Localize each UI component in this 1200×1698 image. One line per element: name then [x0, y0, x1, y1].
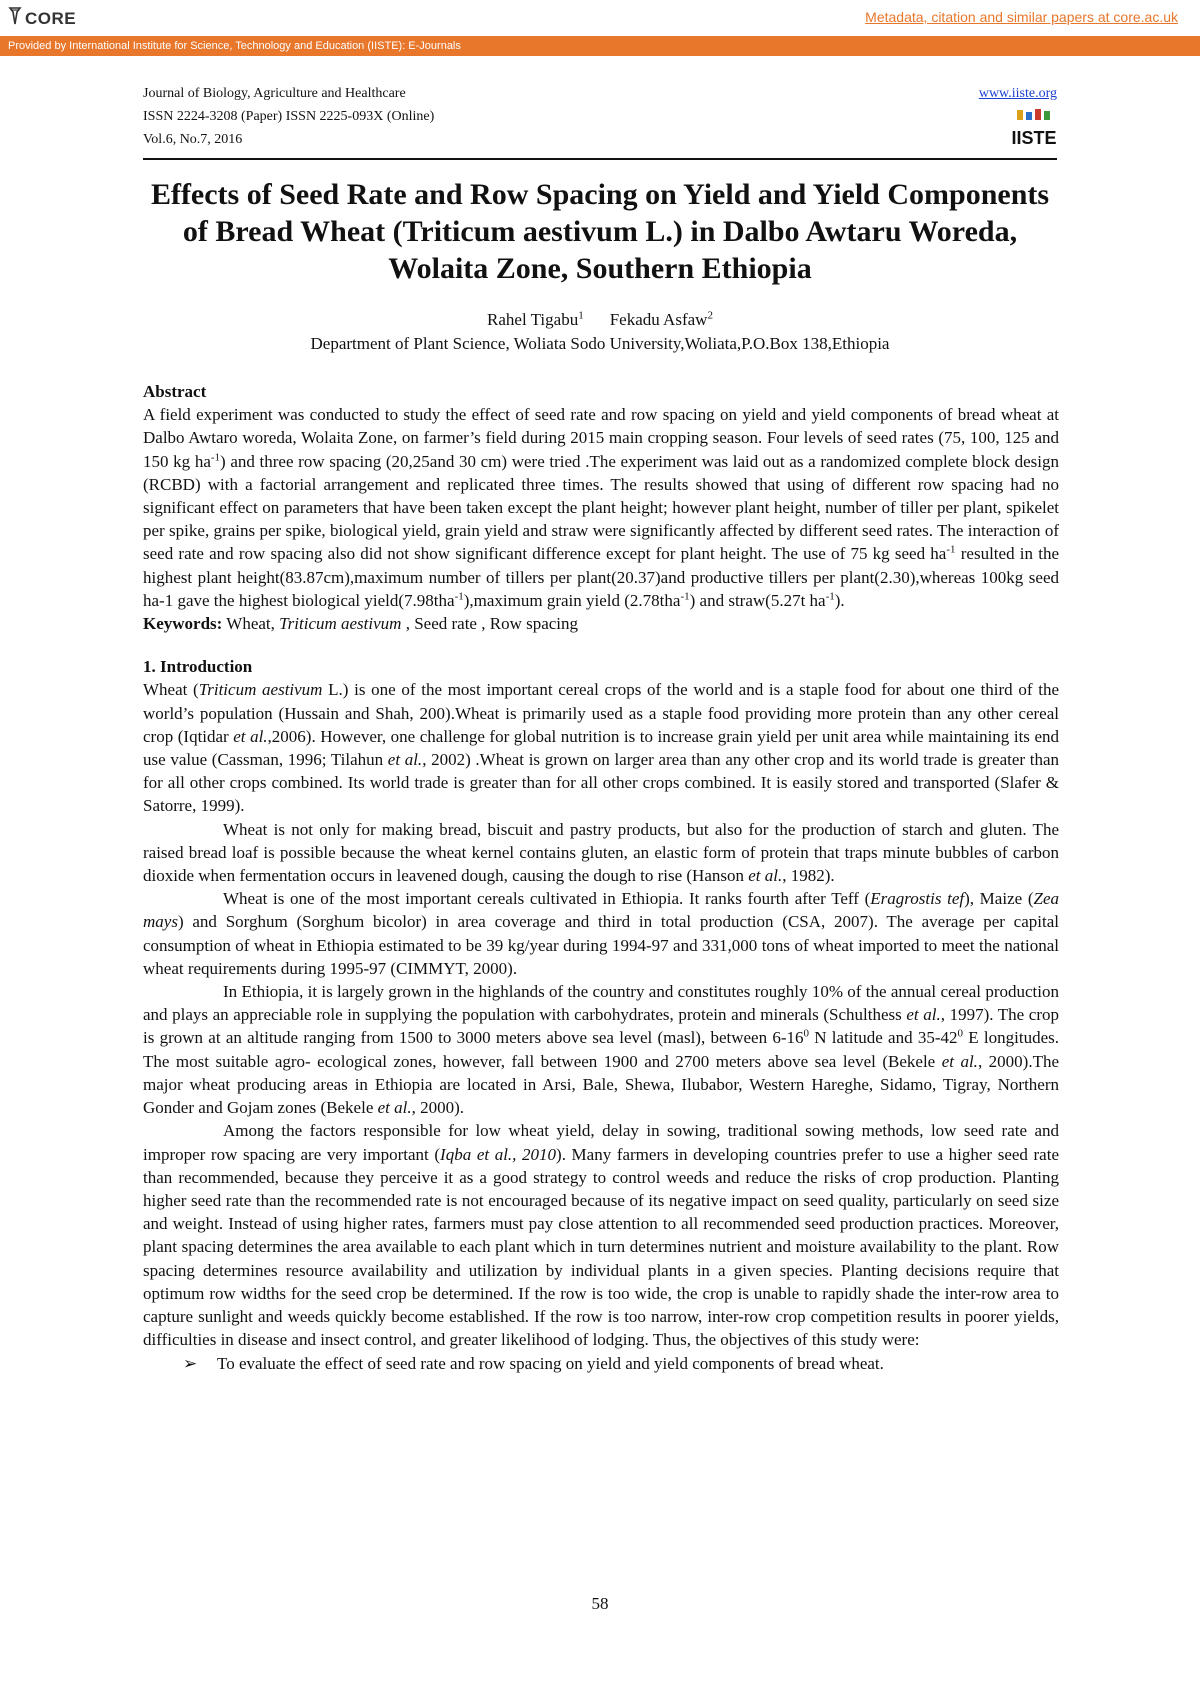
page-number: 58 [591, 1594, 609, 1613]
core-metadata-link[interactable]: Metadata, citation and similar papers at core.ac.uk [865, 9, 1178, 25]
journal-name: Journal of Biology, Agriculture and Healthcare [143, 86, 406, 101]
keywords: Keywords: Wheat, Triticum aestivum , Seed rate , Row spacing [143, 614, 579, 634]
objective-list-item [143, 1352, 1059, 1375]
intro-paragraph-5: Among the factors responsible for low wheat yield, delay in sowing, traditional sowing methods, low seed rate and improper row spacing are very important (Iqba et al., 2010). Many farmers in developing countries prefer to use a higher seed rate than recommended, because they perceive it as a good strategy to control weeds and reduce the risks of crop production. Planting higher seed rate than the recommended rate is not encouraged because of its negative impact on seed quality, particularly on seed size and weight. Instead of using higher rates, farmers must pay close attention to all recommended seed production practices. Moreover, plant spacing determines the area available to each plant which in turn determines nutrient and moisture availability to the plant. Row spacing determines resource availability and utilization by individual plants in a given species. Planting decisions require that optimum row widths for the seed crop be determined. If the row is too wide, the crop is unable to rapidly shade the inter-row area to capture sunlight and weeds quickly become established. If the row is too narrow, inter-row crop competition results in poorer yields, difficulties in disease and insect control, and greater likelihood of lodging. Thus, the objectives of this study were: [143, 1121, 1059, 1350]
journal-header [143, 82, 1057, 160]
keywords-label: Keywords: [143, 614, 223, 634]
paper-title: Effects of Seed Rate and Row Spacing on Yield and Yield Components of Bread Wheat (Triticum aestivum L.) in Dalbo Awtaru Woreda, Wolaita Zone, Southern Ethiopia [150, 178, 1050, 285]
provider-banner: Provided by International Institute for Science, Technology and Education (IISTE): E-Journals [0, 36, 1200, 56]
author-line [143, 309, 1057, 331]
arrow-bullet-icon: ➢ [183, 1354, 198, 1374]
author-name: Fekadu Asfaw [609, 310, 708, 329]
abstract-heading: Abstract [143, 382, 207, 401]
author-mark: 1 [578, 309, 584, 322]
paper-body [143, 380, 1059, 1376]
affiliation: Department of Plant Science, Woliata Sodo University,Woliata,P.O.Box 138,Ethiopia [310, 334, 890, 353]
author-name: Rahel Tigabu [487, 310, 579, 329]
objective-text: To evaluate the effect of seed rate and row spacing on yield and yield components of bread wheat. [217, 1354, 884, 1374]
iiste-logo-text: IISTE [1011, 128, 1057, 148]
author-mark: 2 [707, 309, 713, 322]
iiste-logo [1011, 108, 1057, 158]
journal-issn: ISSN 2224-3208 (Paper) ISSN 2225-093X (Online) [143, 109, 435, 124]
introduction-heading: 1. Introduction [143, 657, 253, 677]
abstract-text: A field experiment was conducted to study the effect of seed rate and row spacing on yield and yield components of bread wheat at Dalbo Awtaro woreda, Wolaita Zone, on farmer’s field during 2015 main cropping season. Four levels of seed rates (75, 100, 125 and 150 kg $ha^{-1}$) and three row spacing (20,25and 30 cm) were tried .The experiment was laid out as a randomized complete block design (RCBD) with a factorial arrangement and replicated three times. The results showed that using of different row spacing had no significant effect on parameters that have been taken except the plant height; however plant height, number of tiller per plant, spikelet per spike, grains per spike, biological yield, grain yield and straw were significantly affected by different seed rates. The interaction of seed rate and row spacing also did not show significant difference except for plant height. The use of 75 kg seed $ha^{-1}$ resulted in the highest plant height(83.87cm),maximum number of tillers per plant(20.37)and productive tillers per plant(2.30),whereas 100kg seed ha-1 gave the highest biological yield(7.98tha$^{-1}$),maximum grain yield (2.78tha$^{-1}$) and straw(5.27t $ha^{-1}$). [143, 405, 1059, 610]
core-banner [0, 0, 1200, 36]
intro-paragraph-3: Wheat is one of the most important cereals cultivated in Ethiopia. It ranks fourth after Teff (Eragrostis tef), Maize (Zea mays) and Sorghum (Sorghum bicolor) in area coverage and third in total production (CSA, 2007). The average per capital consumption of wheat in Ethiopia estimated to be 39 kg/year during 1994-97 and 331,000 tons of wheat imported to meet the national wheat requirements during 1995-97 (CIMMYT, 2000). [143, 889, 1059, 978]
iiste-logo-icon [1011, 108, 1057, 150]
intro-paragraph-1: Wheat (Triticum aestivum L.) is one of the most important cereal crops of the world and is a staple food for about one third of the world’s population (Hussain and Shah, 200).Wheat is primarily used as a staple food providing more protein than any other cereal crop (Iqtidar et al.,2006). However, one challenge for global nutrition is to increase grain yield per unit area while maintaining its end use value (Cassman, 1996; Tilahun et al., 2002) .Wheat is grown on larger area than any other crop and its world trade is greater than for all other crops combined. Its world trade is greater than for all other crops combined. It is easily stored and transported (Slafer & Satorre, 1999). [143, 680, 1059, 816]
core-logo-text: CORE [25, 9, 77, 28]
intro-paragraph-4: In Ethiopia, it is largely grown in the highlands of the country and constitutes roughly 10% of the annual cereal production and plays an appreciable role in supplying the population with carbohydrates, protein and minerals (Schulthess et al., 1997). The crop is grown at an altitude ranging from 1500 to 3000 meters above sea level (masl), between $6-16^0$ N latitude and $35-42^0$ E longitudes. The most suitable agro- ecological zones, however, fall between 1900 and 2700 meters above sea level (Bekele et al., 2000).The major wheat producing areas in Ethiopia are located in Arsi, Bale, Shewa, Ilubabor, Western Hareghe, Sidamo, Tigray, Northern Gonder and Gojam zones (Bekele et al., 2000). [143, 982, 1060, 1118]
journal-url-link[interactable]: www.iiste.org [978, 86, 1057, 101]
intro-paragraph-2: Wheat is not only for making bread, biscuit and pastry products, but also for the production of starch and gluten. The raised bread loaf is possible because the wheat kernel contains gluten, an elastic form of protein that traps minute bubbles of carbon dioxide when fermentation occurs in leavened dough, causing the dough to rise (Hanson et al., 1982). [143, 819, 1059, 886]
journal-volume: Vol.6, No.7, 2016 [143, 132, 243, 147]
core-logo[interactable] [8, 6, 76, 31]
core-logo-icon [8, 6, 22, 31]
